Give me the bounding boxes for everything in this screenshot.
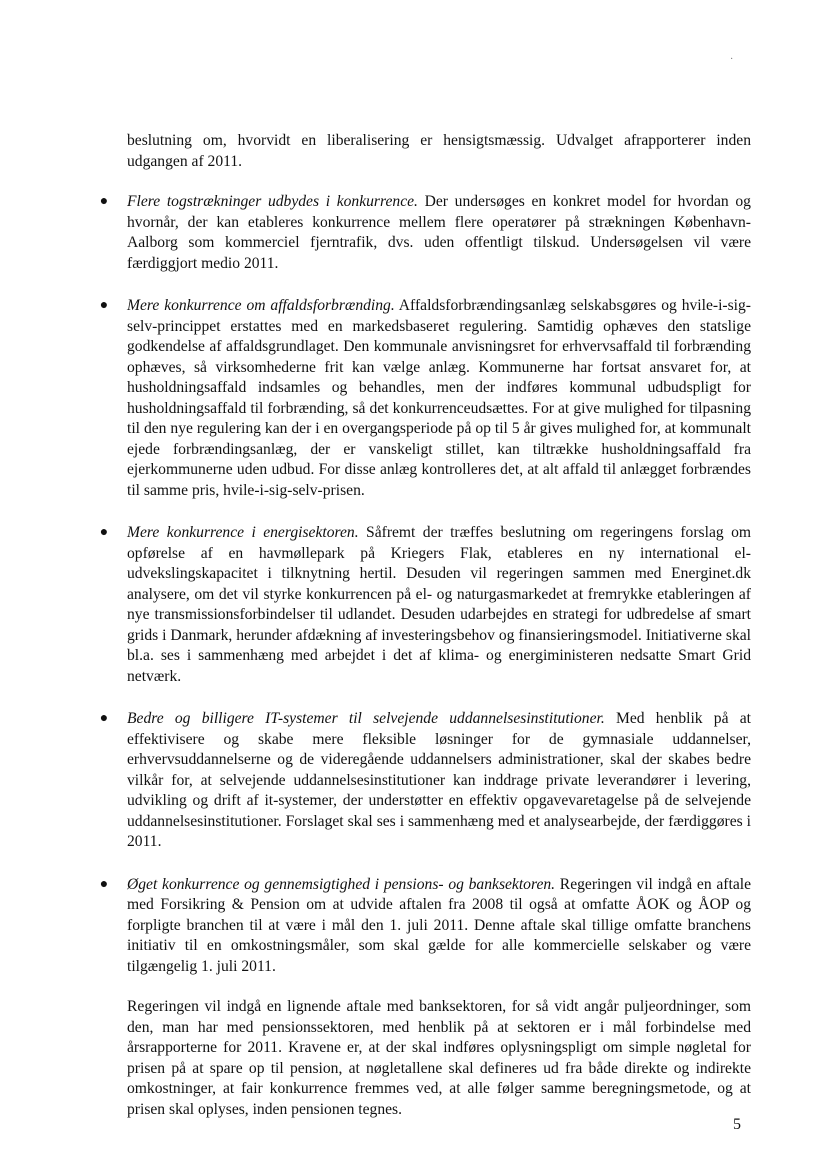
bullet-followup-paragraph: Regeringen vil indgå en lignende aftale med banksektoren, for så vidt angår puljeordninger, som den, man har med pensionssektoren, med henblik på at sektoren er i mål forbindelse med årsrapporterne for 2011. Kravene er, at der skal indføres oplysningspligt om simple nøgletal for prisen på at spare op til pension, at nøgletallene skal defineres ud fra både direkte og indirekte omkostninger, at fair konkurrence fremmes ved, at alle følger samme beregningsmetode, og at prisen skal oplyses, inden pensionen tegnes.	[127, 998, 751, 1118]
corner-mark: ·	[730, 54, 734, 65]
bullet-paragraph	[127, 296, 751, 501]
bullet-item-it-systems	[99, 709, 751, 853]
bullet-heading: Mere konkurrence om affaldsforbrænding.	[127, 297, 395, 314]
page-number: 5	[733, 1116, 741, 1133]
bullet-item-waste	[99, 296, 751, 501]
bullet-body: Med henblik på at effektivisere og skabe mere fleksible løsninger for de gymnasiale uddannelser, erhvervsuddannelserne og de videregående uddannelsers administrationer, skal der skabes bedre vilkår for, at selvejende uddannelsesinstitutioner kan inddrage private leverandører i levering, udvikling og drift af it-systemer, der understøtter en effektiv opgavevaretagelse på de selvejende uddannelsesinstitutioner. Forslaget skal ses i sammenhæng med et analysearbejde, der færdiggøres i 2011.	[127, 710, 751, 850]
bullet-paragraph	[127, 523, 751, 687]
bullet-icon: ●	[99, 711, 109, 726]
bullet-icon: ●	[99, 194, 109, 209]
bullet-heading: Flere togstrækninger udbydes i konkurrence.	[127, 193, 418, 210]
bullet-body: Der undersøges en konkret model for hvordan og hvornår, der kan etableres konkurrence mellem flere operatører på strækningen København-Aalborg som kommerciel fjerntrafik, dvs. uden offentligt tilskud. Undersøgelsen vil være færdiggjort medio 2011.	[127, 193, 751, 272]
body-text	[99, 131, 751, 1142]
bullet-heading: Bedre og billigere IT-systemer til selvejende uddannelsesinstitutioner.	[127, 710, 605, 727]
bullet-body: Affaldsforbrændingsanlæg selskabsgøres og hvile-i-sig-selv-princippet erstattes med en markedsbaseret regulering. Samtidig ophæves den statslige godkendelse af affaldsgrundlaget. Den kommunale anvisningsret for erhvervsaffald til forbrænding ophæves, så virksomhederne frit kan vælge anlæg. Kommunerne har fortsat ansvaret for, at husholdningsaffald indsamles og behandles, men der indføres kommunal udbudspligt for husholdningsaffald til forbrænding, så det konkurrenceudsættes. For at give mulighed for tilpasning til den nye regulering kan der i en overgangsperiode på op til 5 år gives mulighed for, at kommunalt ejede forbrændingsanlæg, der er vanskeligt stillet, kan tiltrække husholdningsaffald fra ejerkommunerne uden udbud. For disse anlæg kontrolleres det, at alt affald til anlægget forbrændes til samme pris, hvile-i-sig-selv-prisen.	[127, 297, 751, 499]
bullet-paragraph	[127, 875, 751, 978]
intro-paragraph: beslutning om, hvorvidt en liberalisering er hensigtsmæssig. Udvalget afrapporterer inden udgangen af 2011.	[127, 132, 751, 170]
bullet-paragraph	[127, 709, 751, 853]
bullet-item-trains	[99, 192, 751, 274]
bullet-paragraph	[127, 192, 751, 274]
bullet-heading: Øget konkurrence og gennemsigtighed i pensions- og banksektoren.	[127, 875, 556, 893]
bullet-item-energy	[99, 523, 751, 687]
bullet-item-pension	[99, 875, 751, 1121]
bullet-icon: ●	[99, 525, 109, 540]
bullet-heading: Mere konkurrence i energisektoren.	[127, 524, 359, 541]
bullet-body: Regeringen vil indgå en aftale med Forsikring & Pension om at udvide aftalen fra 2008 til også at omfatte ÅOK og ÅOP og forpligte branchen til at være i mål den 1. juli 2011. Denne aftale skal tillige omfatte branchens initiativ til en omkostningsmåler, som skal gælde for alle kommercielle selskaber og være tilgængelig 1. juli 2011.	[127, 875, 751, 975]
bullet-icon: ●	[99, 876, 109, 892]
bullet-icon: ●	[99, 298, 109, 313]
bullet-body: Såfremt der træffes beslutning om regeringens forslag om opførelse af en havmøllepark på Kriegers Flak, etableres en ny international el-udvekslingskapacitet i tilknytning hertil. Desuden vil regeringen sammen med Energinet.dk analysere, om det vil styrke konkurrencen på el- og naturgasmarkedet at fremrykke etableringen af nye transmissionsforbindelser til udlandet. Desuden udarbejdes en strategi for udbredelse af smart grids i Danmark, herunder afdækning af investeringsbehov og finansieringsmodel. Initiativerne skal bl.a. ses i sammenhæng med arbejdet i det af klima- og energiministeren nedsatte Smart Grid netværk.	[127, 524, 751, 685]
